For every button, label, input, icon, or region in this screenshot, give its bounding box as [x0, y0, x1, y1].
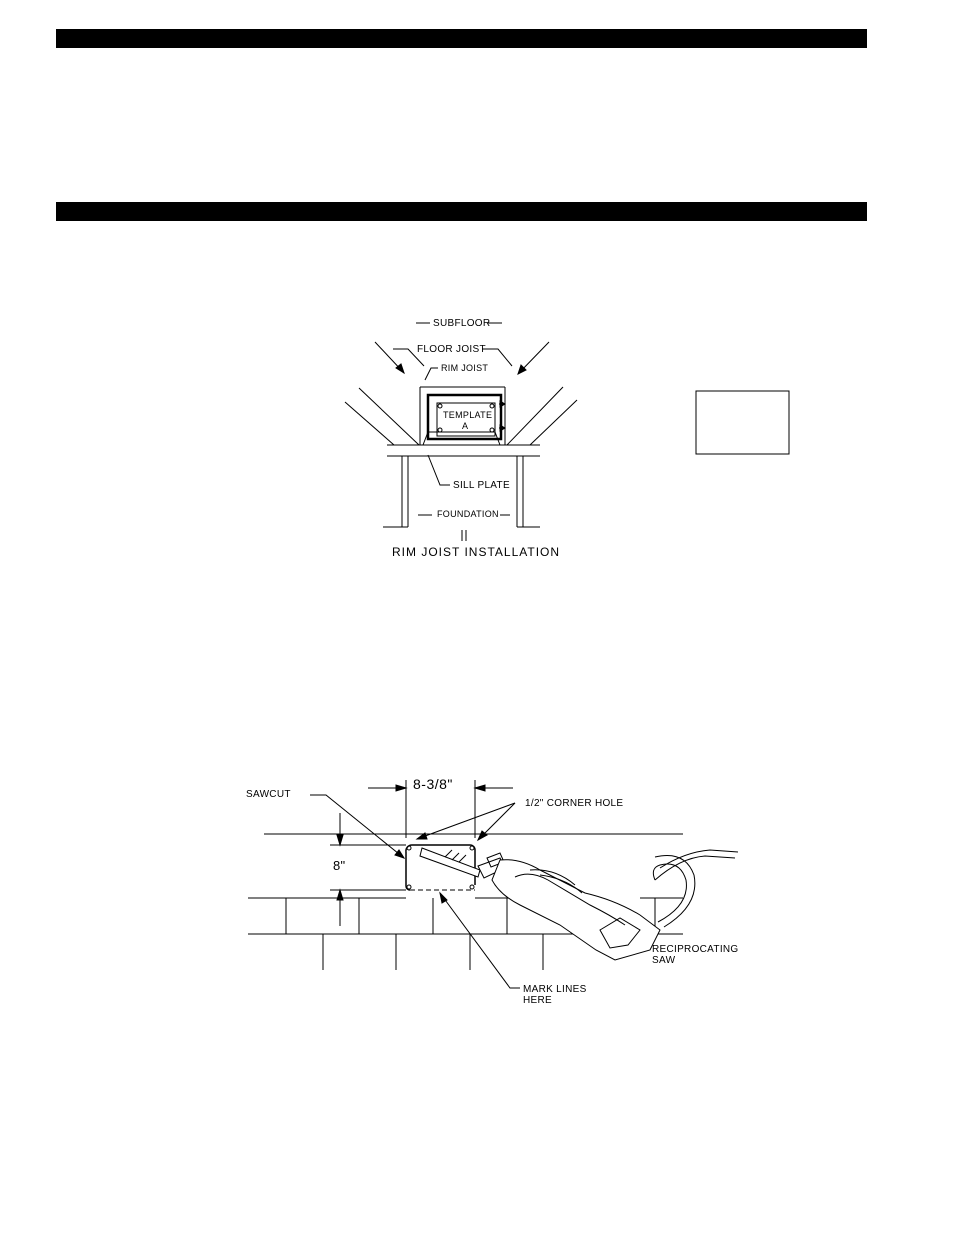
sawcut-label: SAWCUT: [246, 789, 291, 800]
mark-lines-label: MARK LINES: [523, 984, 587, 995]
cut-opening-left: [406, 852, 410, 890]
rim-joist-label: RIM JOIST: [441, 363, 489, 373]
sawcut-leader: [310, 795, 404, 858]
template-label: TEMPLATE: [443, 410, 493, 420]
saw-body: [492, 860, 660, 960]
height-dimension-label: 8": [333, 858, 346, 873]
arrowhead: [475, 785, 485, 791]
corner-hole: [407, 885, 411, 889]
saw-label-2: SAW: [652, 955, 676, 966]
template-letter: A: [462, 421, 469, 431]
subfloor-label: SUBFLOOR: [433, 318, 491, 329]
corner-hole-label: 1/2" CORNER HOLE: [525, 798, 624, 809]
corner-hole: [470, 885, 474, 889]
corner-hole: [470, 846, 474, 850]
saw-label: RECIPROCATING: [652, 944, 739, 955]
width-dimension-label: 8-3/8": [413, 776, 453, 792]
arrowhead: [396, 785, 406, 791]
foundation-label: FOUNDATION: [437, 509, 499, 519]
mark-lines-label-2: HERE: [523, 995, 552, 1006]
floor-joist-label: FLOOR JOIST: [417, 344, 486, 355]
sill-plate-label: SILL PLATE: [453, 480, 510, 491]
diagram-caption: RIM JOIST INSTALLATION: [392, 545, 561, 559]
mark-lines-leader: [440, 893, 520, 988]
arrowhead: [337, 835, 343, 845]
